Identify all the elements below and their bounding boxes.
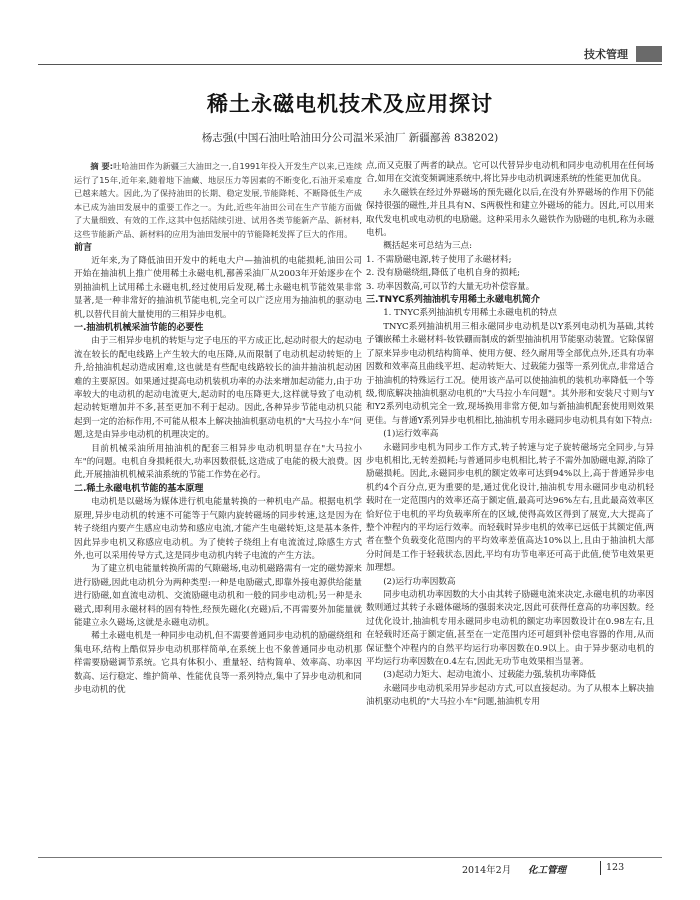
paragraph: 稀土永磁电机是一种同步电动机,但不需要普通同步电动机的励磁绕组和集电环,结构上酷似异步电动机那样简单,在系统上也不象普通同步电动机那样需要励磁调节系统。它具有体积小、重量轻、结构简单、效率高、功率因数高、运行稳定、维护简单、性能优良等一系列特点,集中了异步电动机和同步电动机的优 bbox=[74, 631, 362, 695]
paragraph: TNYC系列抽油机用三相永磁同步电动机是以Y系列电动机为基础,其转子镶嵌稀土永磁材料-钕铁硼而制成的新型抽油机用节能驱动装置。它除保留了原来异步电动机结构简单、使用方便、经久耐用等全部优点外,还具有功率因数和效率高且曲线平坦、起动转矩大、过载能力强等一系列优点,非常适合于抽油机的特殊运行工况。使用该产品可以使抽油机的装机功率降低一个等级,彻底解决抽油机驱动电机的"大马拉小车问题"。其外形和安装尺寸则与Y和Y2系列电动机完全一致,现场换用非常方便,如与新抽油机配套使用则效果更佳。与普通Y系列异步电机相比,抽油机专用永磁同步电动机具有如下特点: bbox=[366, 321, 654, 426]
section-tag: 技术管理 bbox=[584, 48, 628, 61]
heading-section-2: 二.稀土永磁电机节能的基本原理 bbox=[74, 483, 204, 494]
heading-section-1: 一.抽油机机械采油节能的必要性 bbox=[74, 323, 204, 333]
subheading: (2)运行功率因数高 bbox=[383, 576, 456, 587]
page-number: 123 bbox=[606, 862, 625, 873]
abstract bbox=[74, 160, 362, 242]
author-line: 杨志强(中国石油吐哈油田分公司温米采油厂 新疆鄯善 838202) bbox=[201, 132, 499, 144]
right-column bbox=[366, 160, 654, 710]
paragraph: 永久磁铁在经过外界磁场的预先磁化以后,在没有外界磁场的作用下仍能保持很强的磁性,并且具有N、S两极性和建立外磁场的能力。因此,可以用来取代发电机或电动机的电励磁。这种采用永久磁铁作为励磁的电机,称为永磁电机。 bbox=[366, 187, 654, 239]
paragraph: 由于三相异步电机的转矩与定子电压的平方成正比,起动时很大的起动电流在较长的配电线路上产生较大的电压降,从而限制了电动机起动转矩的上升,给抽油机起动造成困难,这也就是有些配电线路较长的油井抽油机起动困难的主要原因。如果通过提高电动机装机功率的办法来增加起动能力,由于功率较大的电动机的起动电流更大,起动时的电压降更大,这样就导致了电动机起动转矩增加并不多,甚至更加不利于起动。因此,各种异步节能电动机只能起到一定的治标作用,不可能从根本上解决抽油机驱动电机的"大马拉小车"问题,这是由异步电动机的机理决定的。 bbox=[74, 336, 362, 441]
list-item: 2. 没有励磁绕组,降低了电机自身的损耗; bbox=[366, 268, 521, 279]
paragraph: 同步电动机功率因数的大小由其转子励磁电流来决定,永磁电机的功率因数则通过其转子永磁体磁场的强弱来决定,因此可获得任意高的功率因数。经过优化设计,抽油机专用永磁同步电动机的额定功率因数设计在0.98左右,且在轻载时还高于额定值,甚至在一定范围内还可超到补偿电容器的作用,从而保证整个冲程内的自然平均运行功率因数在0.9以上。由于异步驱动电机的平均运行功率因数在0.4左右,因此无功节电效果相当显著。 bbox=[366, 590, 654, 668]
left-column bbox=[74, 160, 362, 697]
section-tag-box bbox=[636, 46, 662, 62]
list-item: 1. 不需励磁电源,转子使用了永磁材料; bbox=[366, 254, 512, 265]
subheading: (1)运行效率高 bbox=[383, 429, 439, 440]
paragraph: 永磁同步电机为同步工作方式,转子转速与定子旋转磁场完全同步,与异步电机相比,无转差损耗;与普通同步电机相比,转子不需外加励磁电源,消除了励磁损耗。因此,永磁同步电机的额定效率可达到94%以上,高于普通异步电机约4个百分点,更为重要的是,通过优化设计,抽油机专用永磁同步电动机轻载时在一定范围内的效率还高于额定值,最高可达96%左右,且此最高效率区恰好位于电机的平均负载率所在的区域,使得高效区得到了展宽,大大提高了整个冲程内的平均运行效率。而轻载时异步电机的效率已远低于其额定值,两者在整个负载变化范围内的平均效率差值高达10%以上,且由于抽油机大部分时间是工作于轻载状态,因此,平均有功节电率还可高于此值,使节电效果更加理想。 bbox=[366, 442, 654, 574]
paragraph: 永磁同步电动机采用异步起动方式,可以直接起动。为了从根本上解决抽油机驱动电机的"大马拉小车"问题,抽油机专用 bbox=[366, 683, 654, 708]
abstract-text: 吐哈油田作为新疆三大油田之一,自1991年投入开发生产以来,已连续运行了15年,近年来,随着地下油藏、地层压力等因素的不断变化,石油开采难度已越来越大。因此,为了保持油田的长期、稳定发展,节能降耗、不断降低生产成本已成为油田发展中的重要工作之一。为此,近些年油田公司在生产节能方面做了大量细致、有效的工作,这其中包括陆续引进、试用各类节能新产品、新材料,这些节能新产品、新材料的应用为油田发展中的节能降耗发挥了巨大的作用。 bbox=[74, 161, 363, 239]
header-rule bbox=[38, 64, 662, 65]
article-title: 稀土永磁电机技术及应用探讨 bbox=[207, 92, 493, 116]
subheading: (3)起动力矩大、起动电流小、过载能力强,装机功率降低 bbox=[383, 670, 596, 681]
abstract-label: 摘 要: bbox=[90, 161, 114, 171]
footer-magazine: 化工管理 bbox=[528, 865, 567, 876]
paragraph: 为了建立机电能量转换所需的气隙磁场,电动机磁路需有一定的磁势源来进行励磁,因此电动机分为两种类型:一种是电励磁式,即靠外接电源供给能量进行励磁,如直流电动机、交流励磁电动机和一般的同步电动机;另一种是永磁式,即利用永磁材料的固有特性,经预先磁化(充磁)后,不再需要外加能量就能建立永久磁场,这就是永磁电动机。 bbox=[74, 564, 362, 628]
footer-rule bbox=[38, 857, 662, 858]
heading-section-3: 三.TNYC系列抽油机专用稀土永磁电机简介 bbox=[366, 295, 540, 306]
footer-date: 2014年2月 bbox=[462, 865, 512, 876]
paragraph: 概括起来可总结为三点: bbox=[383, 241, 473, 252]
paragraph: 近年来,为了降低油田开发中的耗电大户—抽油机的电能损耗,油田公司开始在抽油机上推广使用稀土永磁电机,鄯善采油厂从2003年开始逐步在个别抽油机上试用稀土永磁电机,经过使用后发现,稀土永磁电机节能效果非常显著,是一种非常好的抽油机节能电机,完全可以广泛应用为抽油机的驱动电机,以替代目前大量使用的三相异步电机。 bbox=[74, 255, 362, 320]
subheading: 1. TNYC系列抽油机专用稀土永磁电机的特点 bbox=[383, 308, 557, 319]
paragraph: 电动机是以磁场为媒体进行机电能量转换的一种机电产品。根据电机学原理,异步电动机的转速不可能等于气隙内旋转磁场的同步转速,这是因为在转子绕组内要产生感应电动势和感应电流,才能产生电磁转矩,这是基本条件,因此异步电机又称感应电动机。为了使转子绕组上有电流流过,除感生方式外,也可以采用传导方式,这是同步电动机内转子电流的产生方法。 bbox=[74, 497, 362, 561]
paragraph: 点,而又克服了两者的缺点。它可以代替异步电动机和同步电动机用在任何场合,如用在交流变频调速系统中,将比异步电动机调速系统的性能更加优良。 bbox=[366, 161, 654, 185]
heading-intro: 前言 bbox=[74, 242, 93, 253]
paragraph: 目前机械采油所用抽油机的配套三相异步电动机明显存在"大马拉小车"的问题。电机自身损耗很大,功率因数很低,这造成了电能的极大浪费。因此,开展抽油机机械采油系统的节能工作势在必行。 bbox=[74, 443, 362, 481]
footer-separator bbox=[600, 861, 601, 875]
list-item: 3. 功率因数高,可以节约大量无功补偿容量。 bbox=[366, 281, 535, 292]
